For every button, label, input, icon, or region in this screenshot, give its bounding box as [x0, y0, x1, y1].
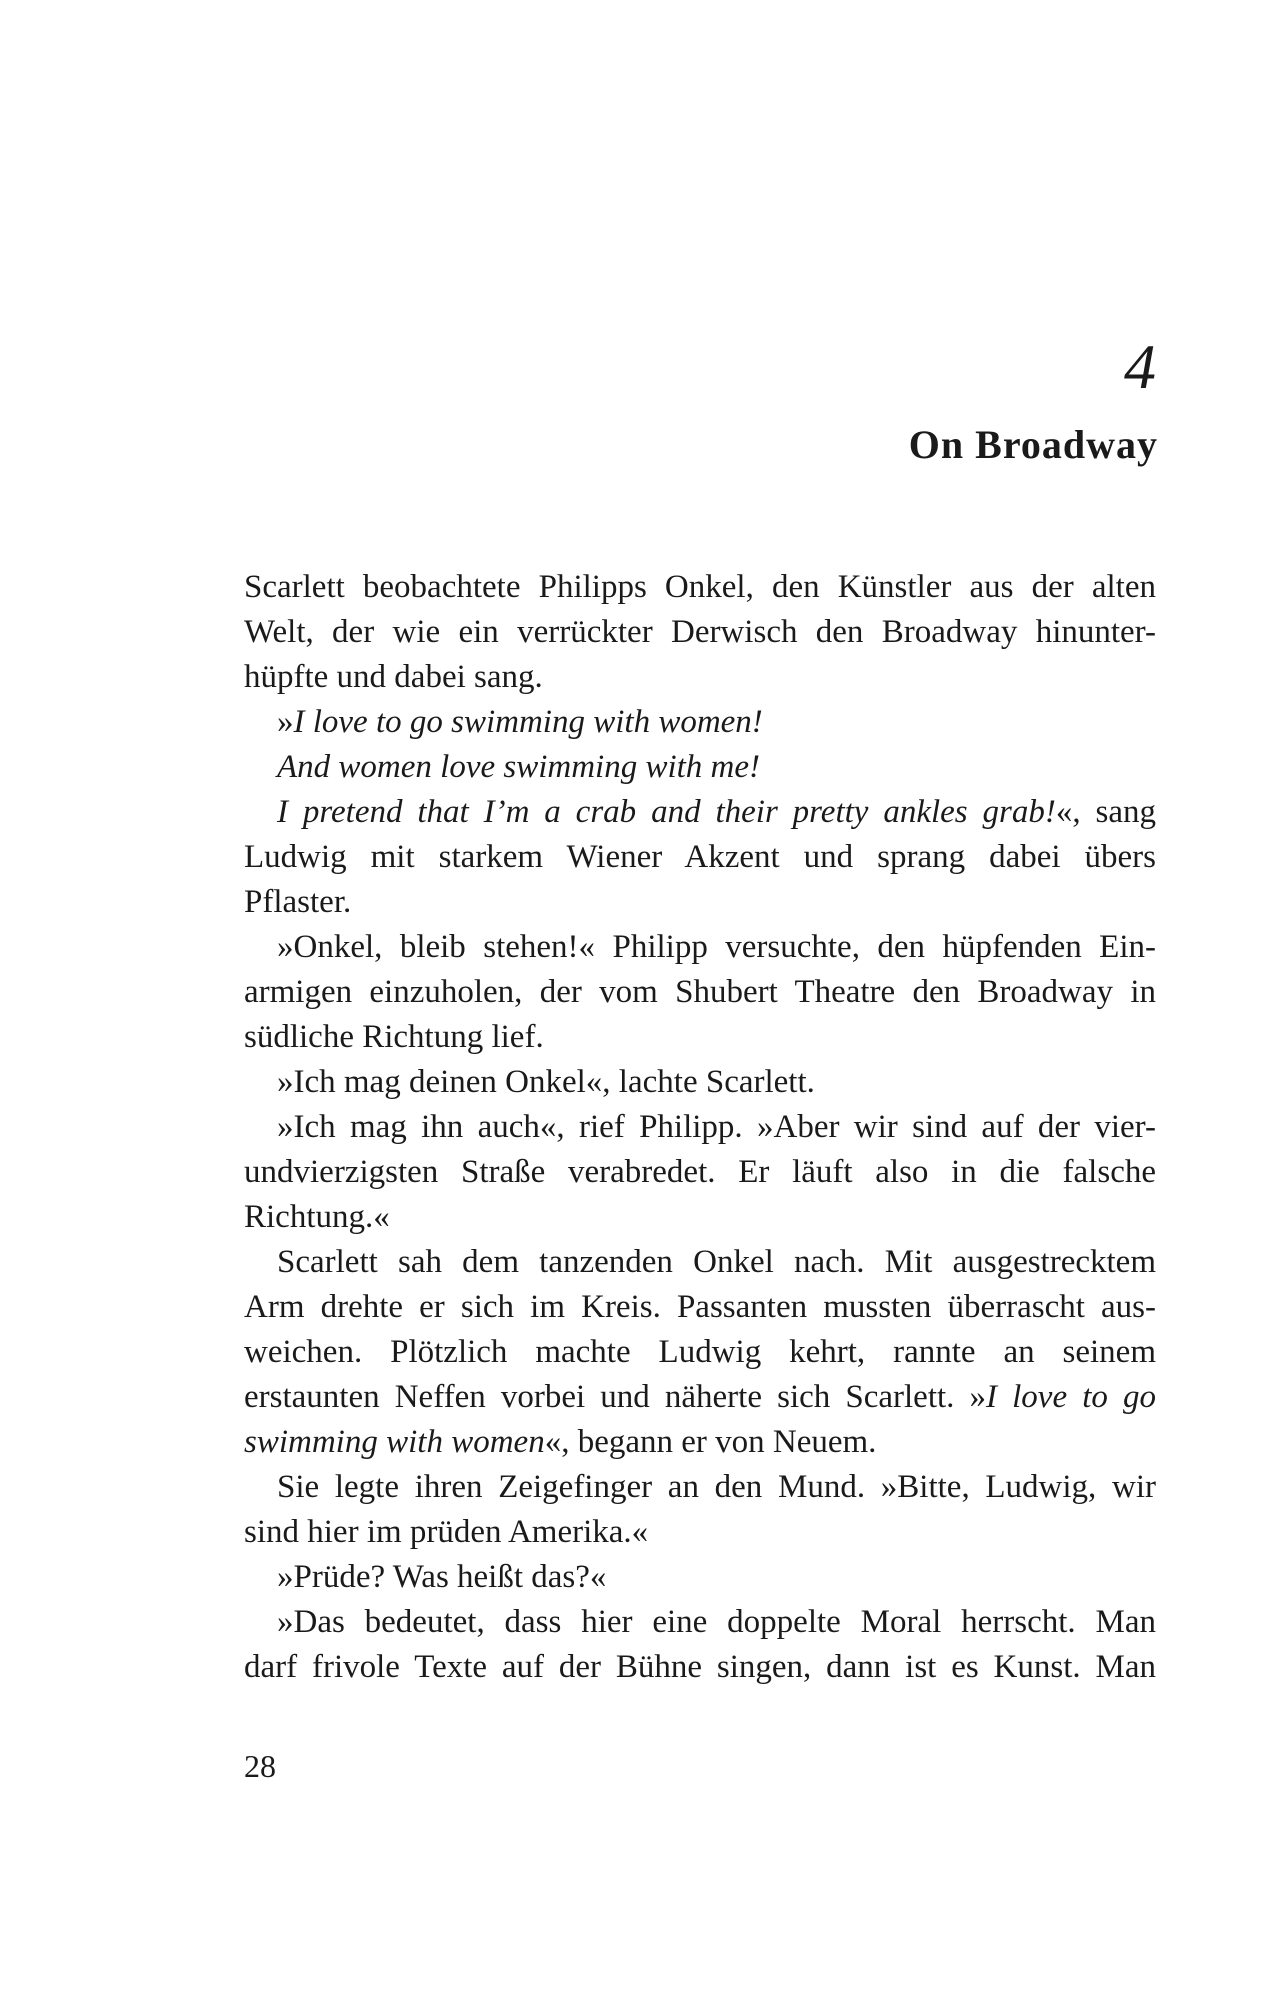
text-line: [244, 1465, 1156, 1510]
text-line: [244, 1105, 1156, 1150]
text-line: [244, 700, 1156, 745]
text-line: [244, 970, 1156, 1015]
text-segment: erstaunten Neffen vorbei und näherte sich Scarlett. »: [244, 1379, 987, 1415]
text-segment: Ludwig mit starkem Wiener Akzent und sprang dabei übers: [244, 839, 1156, 875]
text-line: [244, 745, 1156, 790]
chapter-title: On Broadway: [908, 422, 1158, 467]
chapter-number: 4: [1124, 331, 1156, 402]
text-line: [244, 610, 1156, 655]
page-number: 28: [244, 1748, 276, 1784]
text-segment: Sie legte ihren Zeigefinger an den Mund. »Bitte, Ludwig, wir: [277, 1469, 1156, 1505]
text-segment: Arm drehte er sich im Kreis. Passanten mussten überrascht aus-: [244, 1289, 1156, 1325]
text-line: [244, 925, 1156, 970]
text-segment: darf frivole Texte auf der Bühne singen, dann ist es Kunst. Man: [244, 1649, 1156, 1685]
text-line: [244, 880, 1156, 925]
italic-text: I love to go swimming with women!: [293, 704, 763, 740]
text-line: [244, 1285, 1156, 1330]
text-segment: armigen einzuholen, der vom Shubert Theatre den Broadway in: [244, 974, 1156, 1010]
italic-text: swimming with women: [244, 1424, 545, 1460]
text-line: [244, 1150, 1156, 1195]
text-line: [244, 790, 1156, 835]
text-line: [244, 1195, 1156, 1240]
text-line: [244, 1240, 1156, 1285]
text-segment: «, sang: [1055, 794, 1156, 830]
text-segment: Scarlett sah dem tanzenden Onkel nach. Mit ausgestrecktem: [277, 1244, 1156, 1280]
text-line: [244, 1510, 1156, 1555]
text-line: [244, 835, 1156, 880]
text-segment: undvierzigsten Straße verabredet. Er läuft also in die falsche: [244, 1154, 1156, 1190]
text-segment: Richtung.«: [244, 1199, 390, 1235]
text-segment: Pflaster.: [244, 884, 352, 920]
text-segment: «, begann er von Neuem.: [544, 1424, 877, 1460]
text-line: [244, 1060, 1156, 1105]
text-line: [244, 1555, 1156, 1600]
text-segment: hüpfte und dabei sang.: [244, 659, 543, 695]
text-line: [244, 1645, 1156, 1690]
text-segment: »: [277, 704, 294, 740]
chapter-body-text: [244, 565, 1156, 1690]
text-segment: weichen. Plötzlich machte Ludwig kehrt, rannte an seinem: [244, 1334, 1156, 1370]
text-segment: »Ich mag deinen Onkel«, lachte Scarlett.: [277, 1064, 815, 1100]
text-segment: Welt, der wie ein verrückter Derwisch den Broadway hinunter-: [244, 614, 1156, 650]
text-line: [244, 1015, 1156, 1060]
italic-text: And women love swimming with me!: [277, 749, 761, 785]
text-segment: sind hier im prüden Amerika.«: [244, 1514, 649, 1550]
text-line: [244, 655, 1156, 700]
text-line: [244, 1420, 1156, 1465]
text-segment: »Prüde? Was heißt das?«: [277, 1559, 607, 1595]
text-segment: »Das bedeutet, dass hier eine doppelte Moral herrscht. Man: [277, 1604, 1156, 1640]
text-line: [244, 1375, 1156, 1420]
text-line: [244, 1330, 1156, 1375]
italic-text: I pretend that I’m a crab and their pretty ankles grab!: [277, 794, 1056, 830]
text-segment: Scarlett beobachtete Philipps Onkel, den Künstler aus der alten: [244, 569, 1156, 605]
text-segment: »Ich mag ihn auch«, rief Philipp. »Aber wir sind auf der vier-: [277, 1109, 1156, 1145]
text-segment: südliche Richtung lief.: [244, 1019, 544, 1055]
italic-text: I love to go: [986, 1379, 1156, 1415]
text-line: [244, 565, 1156, 610]
text-line: [244, 1600, 1156, 1645]
text-segment: »Onkel, bleib stehen!« Philipp versuchte, den hüpfenden Ein-: [277, 929, 1156, 965]
